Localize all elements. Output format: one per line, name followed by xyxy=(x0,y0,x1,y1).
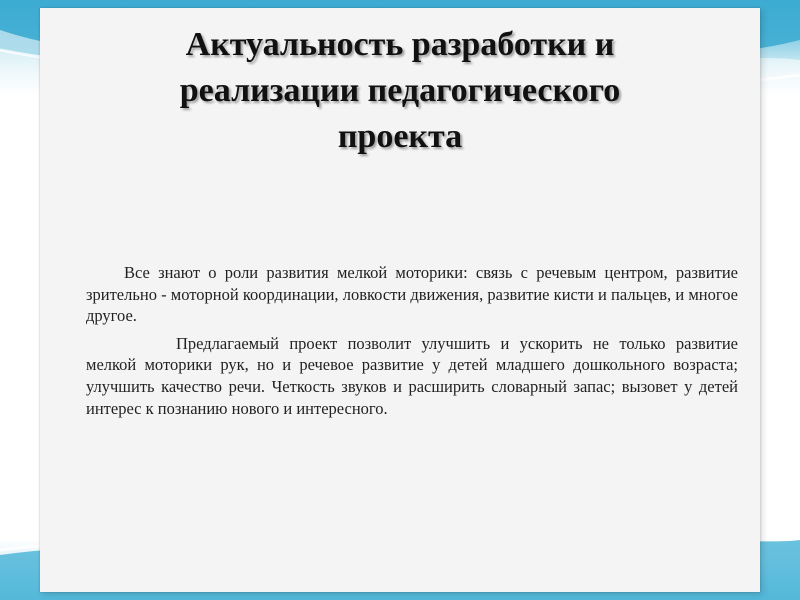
title-line-2: реализации педагогического xyxy=(179,72,621,109)
slide-title xyxy=(40,22,760,160)
slide-body xyxy=(86,262,738,425)
title-line-3: проекта xyxy=(337,118,463,155)
paragraph-2: Предлагаемый проект позволит улучшить и ускорить не только развитие мелкой моторики рук, но и речевое развитие у детей младшего дошкольного возраста; улучшить качество речи. Четкость звуков и расширить словарный запас; вызовет у детей интерес к познанию нового и интересного. xyxy=(86,333,738,418)
title-line-1: Актуальность разработки и xyxy=(185,26,615,63)
paragraph-1: Все знают о роли развития мелкой моторики: связь с речевым центром, развитие зрительно - моторной координации, ловкости движения, развитие кисти и пальцев, и многое другое. xyxy=(86,263,738,326)
